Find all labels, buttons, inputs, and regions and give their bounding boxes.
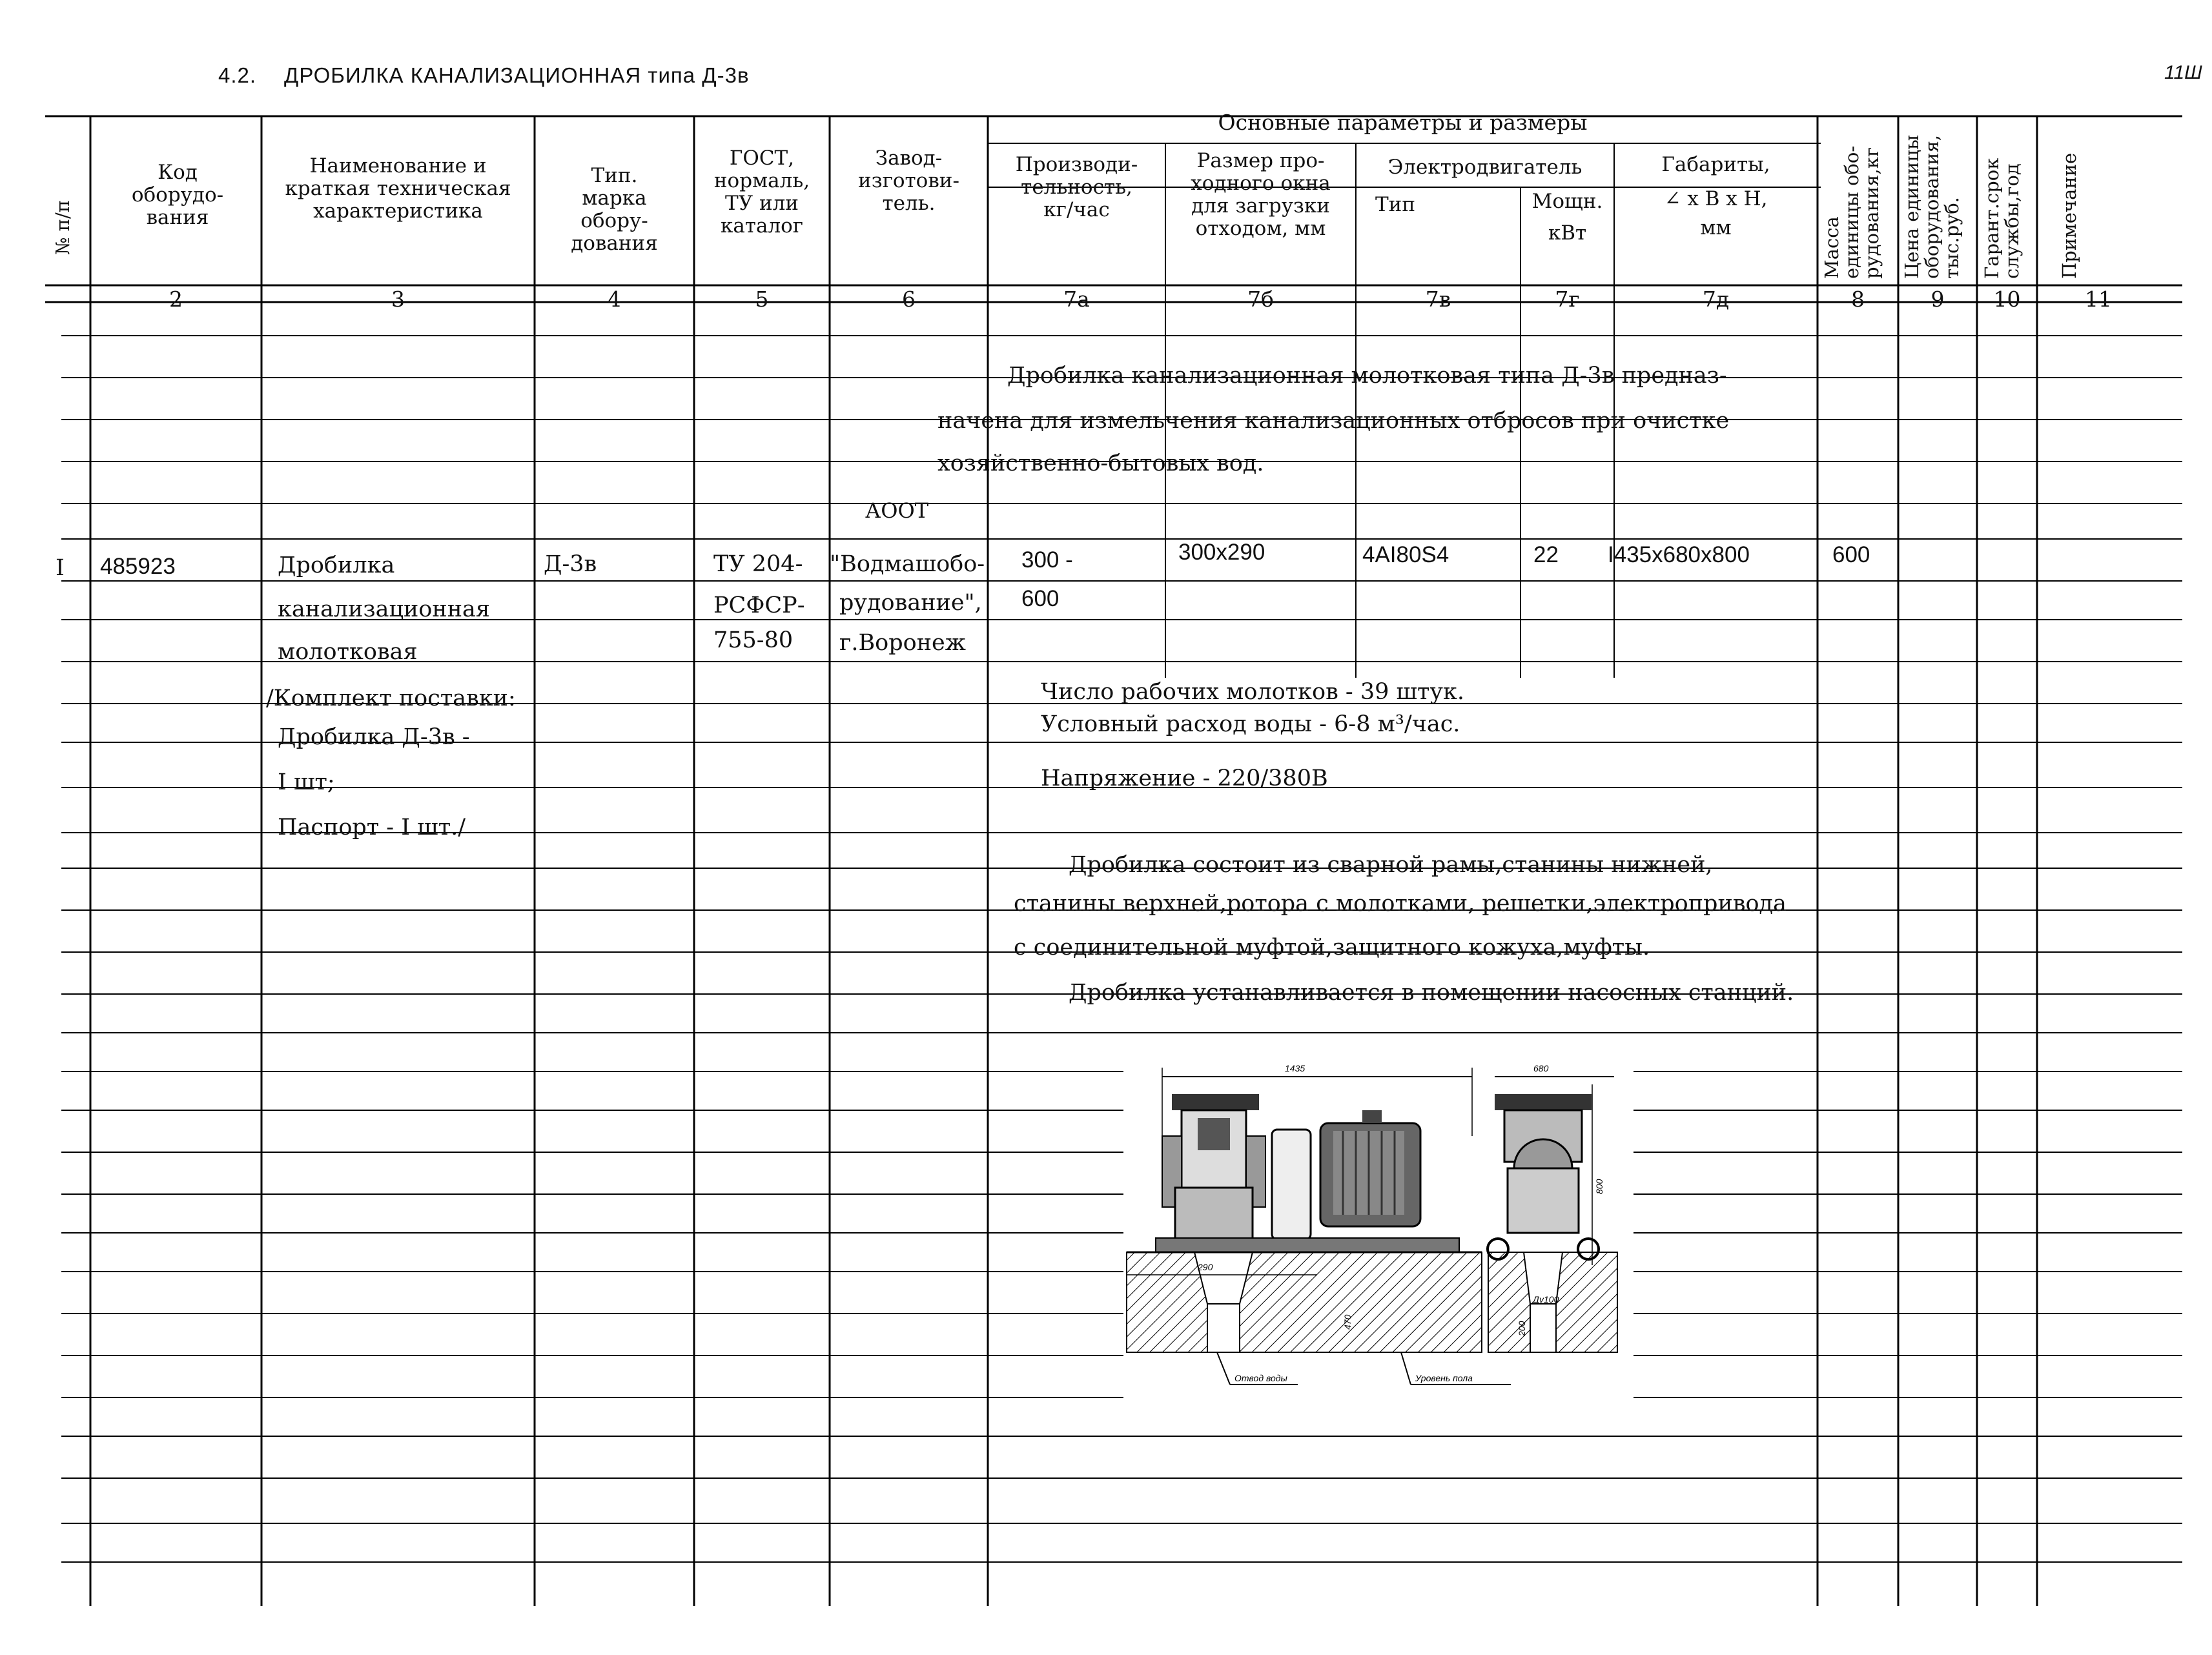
- detail-line: Число рабочих молотков - 39 штук.: [1041, 679, 1465, 705]
- col-maker-header: Завод- изготови- тель.: [858, 147, 959, 215]
- equipment-code: 485923: [100, 554, 176, 579]
- main-params-header: Основные параметры и размеры: [1218, 110, 1588, 135]
- col-motor-header: Электродвигатель: [1388, 156, 1582, 179]
- dim-width: 680: [1533, 1063, 1549, 1073]
- page-number: 11Ш: [2164, 62, 2202, 83]
- dim-200: 200: [1517, 1321, 1527, 1336]
- dim-290: 290: [1198, 1262, 1213, 1272]
- capacity-line: 300 -: [1021, 547, 1073, 573]
- dim-470: 470: [1342, 1314, 1353, 1330]
- col-number: 6: [902, 287, 916, 312]
- delivery-set-line: Дробилка Д-3в -: [278, 724, 470, 750]
- col-number: 7б: [1247, 287, 1274, 312]
- col-price-header: Цена единицы оборудования, тыс.руб.: [1901, 134, 1963, 279]
- col-number: 7а: [1063, 287, 1090, 312]
- intro-line: начена для измельчения канализационных отбросов при очистке: [937, 408, 1730, 434]
- maker-line: "Водмашобо-: [830, 551, 985, 577]
- detail-line: Напряжение - 220/380В: [1041, 766, 1328, 791]
- maker-line: рудование",: [839, 590, 982, 616]
- col-number: 7г: [1555, 287, 1580, 312]
- col-motor-power-header: Мощн. кВт: [1531, 190, 1603, 245]
- intro-line: Дробилка канализационная молотковая типа Д-3в предназ-: [1007, 363, 1727, 389]
- dim-length: 1435: [1285, 1063, 1306, 1073]
- motor-type: 4АI80S4: [1362, 542, 1449, 567]
- mass: 600: [1832, 542, 1870, 567]
- dimensions: I435х680х800: [1608, 542, 1750, 567]
- col-warranty-header: Гарант.срок службы,год: [1981, 157, 2023, 279]
- equipment-name-line: канализационная: [278, 596, 490, 622]
- col-number: 5: [755, 287, 769, 312]
- col-number: 10: [1993, 287, 2021, 312]
- delivery-set-line: I шт;: [278, 769, 335, 795]
- label-floor-level: Уровень пола: [1415, 1373, 1473, 1383]
- col-motor-type-header: Тип: [1375, 193, 1415, 216]
- col-number: 8: [1851, 287, 1865, 312]
- col-number: 3: [391, 287, 405, 312]
- description-line: станины верхней,ротора с молотками, решетки,электропривода: [1014, 891, 1787, 917]
- col-name-header: Наименование и краткая техническая характеристика: [285, 154, 511, 223]
- col-number: 9: [1930, 287, 1945, 312]
- col-num-header: № п/п: [52, 199, 74, 255]
- col-number: 7д: [1702, 287, 1730, 312]
- col-type-header: Тип. марка обору- дования: [571, 164, 658, 255]
- col-dims-header: Габариты, ∠ х В х Н, мм: [1661, 153, 1770, 239]
- delivery-set-line: /Комплект поставки:: [266, 685, 516, 711]
- capacity-line: 600: [1021, 586, 1060, 611]
- gost-line: ТУ 204-: [713, 551, 803, 577]
- equipment-type: Д-3в: [544, 551, 597, 577]
- col-window-header: Размер про- ходного окна для загрузки отходом, мм: [1191, 149, 1331, 240]
- label-water-outlet: Отвод воды: [1234, 1373, 1287, 1383]
- col-number: 2: [169, 287, 183, 312]
- intro-line: хозяйственно-бытовых вод.: [937, 451, 1264, 476]
- equipment-name-line: молотковая: [278, 639, 418, 665]
- motor-power: 22: [1533, 542, 1559, 567]
- page-title: ДРОБИЛКА КАНАЛИЗАЦИОННАЯ типа Д-3в: [284, 63, 750, 87]
- detail-line: Условный расход воды - 6-8 м³/час.: [1041, 711, 1460, 737]
- col-number: 7в: [1425, 287, 1451, 312]
- col-code-header: Код оборудо- вания: [131, 161, 224, 229]
- description-line: Дробилка состоит из сварной рамы,станины нижней,: [1069, 852, 1713, 878]
- gost-line: 755-80: [713, 627, 794, 653]
- label-du: Ду100: [1533, 1294, 1559, 1305]
- maker-line: г.Воронеж: [839, 630, 966, 656]
- technical-drawing: [1123, 1059, 1633, 1420]
- col-mass-header: Масса единицы обо- рудования,кг: [1821, 145, 1883, 279]
- col-number: 4: [608, 287, 621, 312]
- delivery-set-line: Паспорт - I шт./: [278, 815, 466, 840]
- section-number: 4.2.: [218, 63, 257, 87]
- gost-line: РСФСР-: [713, 593, 805, 618]
- description-line: Дробилка устанавливается в помещении насосных станций.: [1069, 980, 1794, 1006]
- dim-height: 800: [1594, 1179, 1604, 1194]
- col-number: 11: [2085, 287, 2112, 312]
- col-prod-header: Производи- тельность, кг/час: [1015, 153, 1138, 221]
- description-line: с соединительной муфтой,защитного кожуха,муфты.: [1014, 935, 1650, 960]
- col-gost-header: ГОСТ, нормаль, ТУ или каталог: [713, 147, 810, 238]
- row-number: I: [56, 555, 65, 581]
- window-size: 300х290: [1178, 540, 1265, 565]
- equipment-name-line: Дробилка: [278, 553, 395, 578]
- col-note-header: Примечание: [2058, 152, 2080, 279]
- maker-line: АООТ: [865, 498, 929, 523]
